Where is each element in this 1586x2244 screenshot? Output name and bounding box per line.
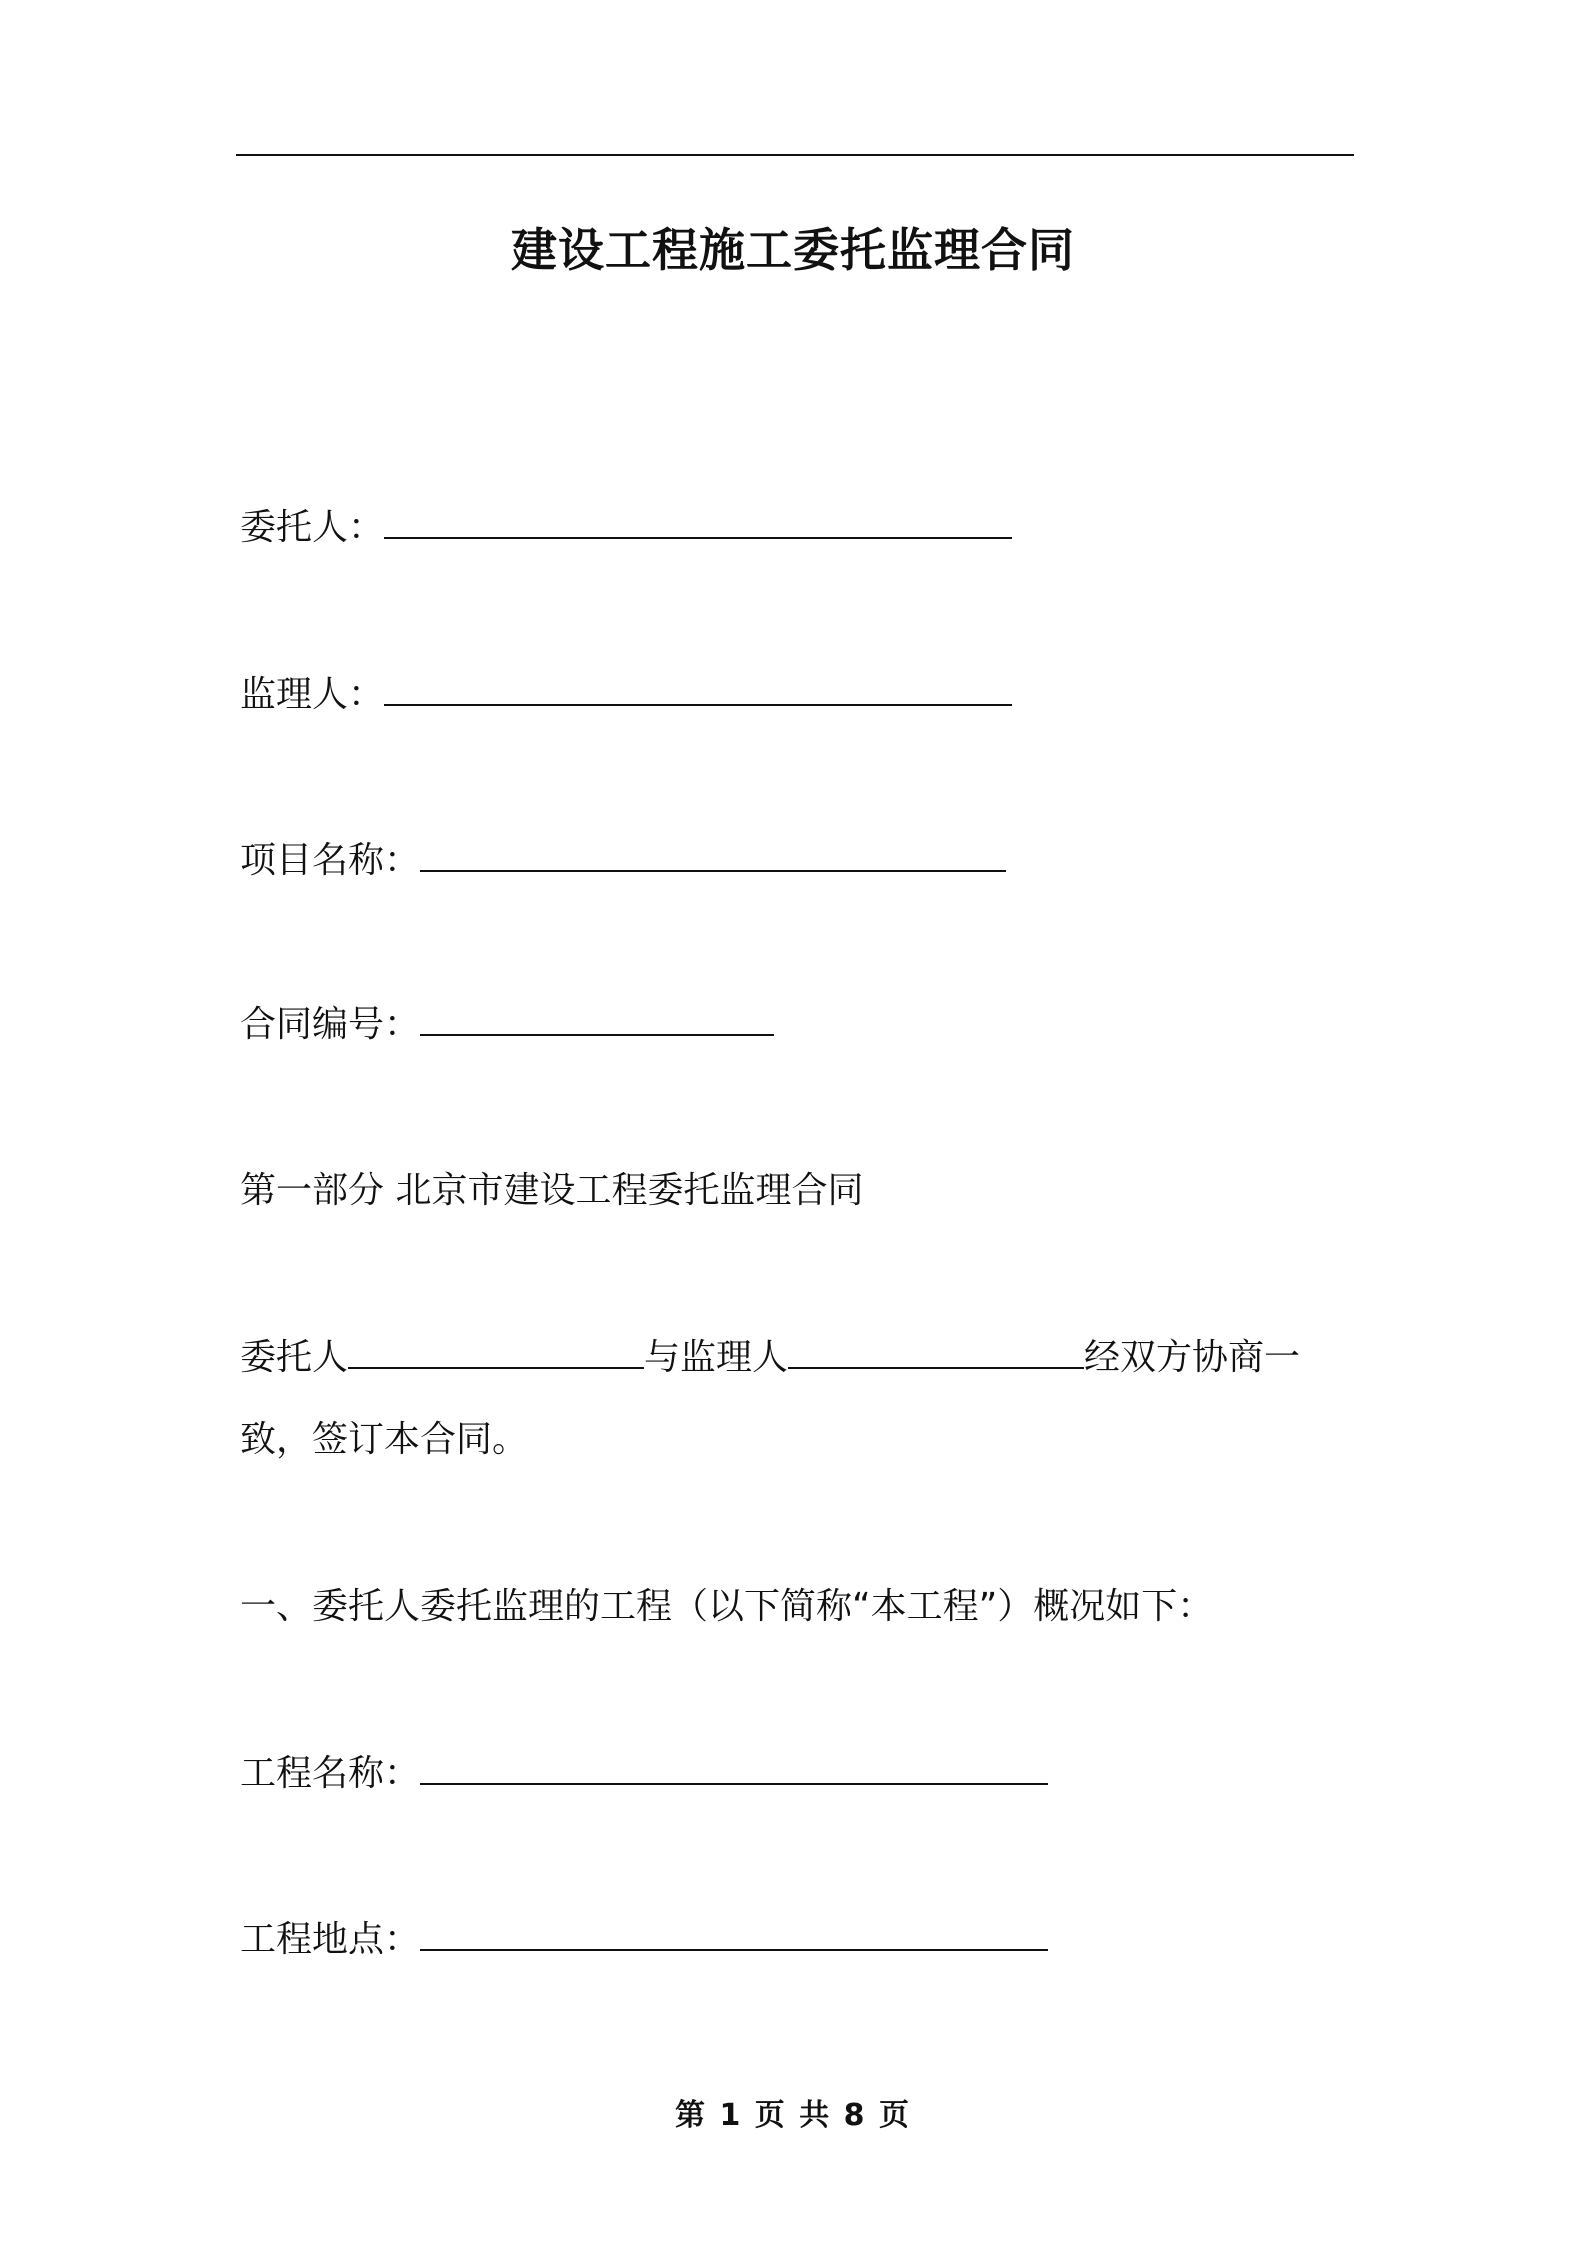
supervisor-label: 监理人：: [240, 674, 385, 715]
page-footer: 第 1 页 共 8 页: [675, 2098, 911, 2133]
agreement-line-1: [240, 1333, 1300, 1382]
project-location-blank[interactable]: [420, 1915, 1048, 1951]
project-name-label: 项目名称：: [240, 840, 421, 881]
project-location-label: 工程地点：: [240, 1919, 421, 1960]
agreement-consensus: 经双方协商一: [1084, 1337, 1301, 1378]
header-rule: [236, 154, 1354, 156]
agreement-supervisor-blank[interactable]: [788, 1333, 1084, 1369]
project-title-label: 工程名称：: [240, 1753, 421, 1794]
client-label: 委托人：: [240, 507, 385, 548]
project-location-field-row: [240, 1915, 1048, 1964]
supervisor-field-row: [240, 670, 1012, 719]
contract-no-label: 合同编号：: [240, 1004, 421, 1045]
project-title-blank[interactable]: [420, 1749, 1048, 1785]
agreement-client-blank[interactable]: [348, 1333, 644, 1369]
agreement-with-supervisor: 与监理人: [644, 1337, 789, 1378]
supervisor-blank[interactable]: [384, 670, 1012, 706]
project-title-field-row: [240, 1749, 1048, 1798]
agreement-client: 委托人: [240, 1337, 349, 1378]
client-field-row: [240, 503, 1012, 552]
client-blank[interactable]: [384, 503, 1012, 539]
project-name-blank[interactable]: [420, 836, 1006, 872]
part-one-heading: 第一部分 北京市建设工程委托监理合同: [240, 1170, 864, 1211]
section-one-heading: 一、委托人委托监理的工程（以下简称“本工程”）概况如下：: [240, 1586, 1214, 1627]
agreement-line-2: 致，签订本合同。: [240, 1419, 529, 1460]
project-name-field-row: [240, 836, 1006, 885]
contract-no-field-row: [240, 1000, 774, 1049]
contract-no-blank[interactable]: [420, 1000, 774, 1036]
document-title: 建设工程施工委托监理合同: [511, 223, 1075, 277]
